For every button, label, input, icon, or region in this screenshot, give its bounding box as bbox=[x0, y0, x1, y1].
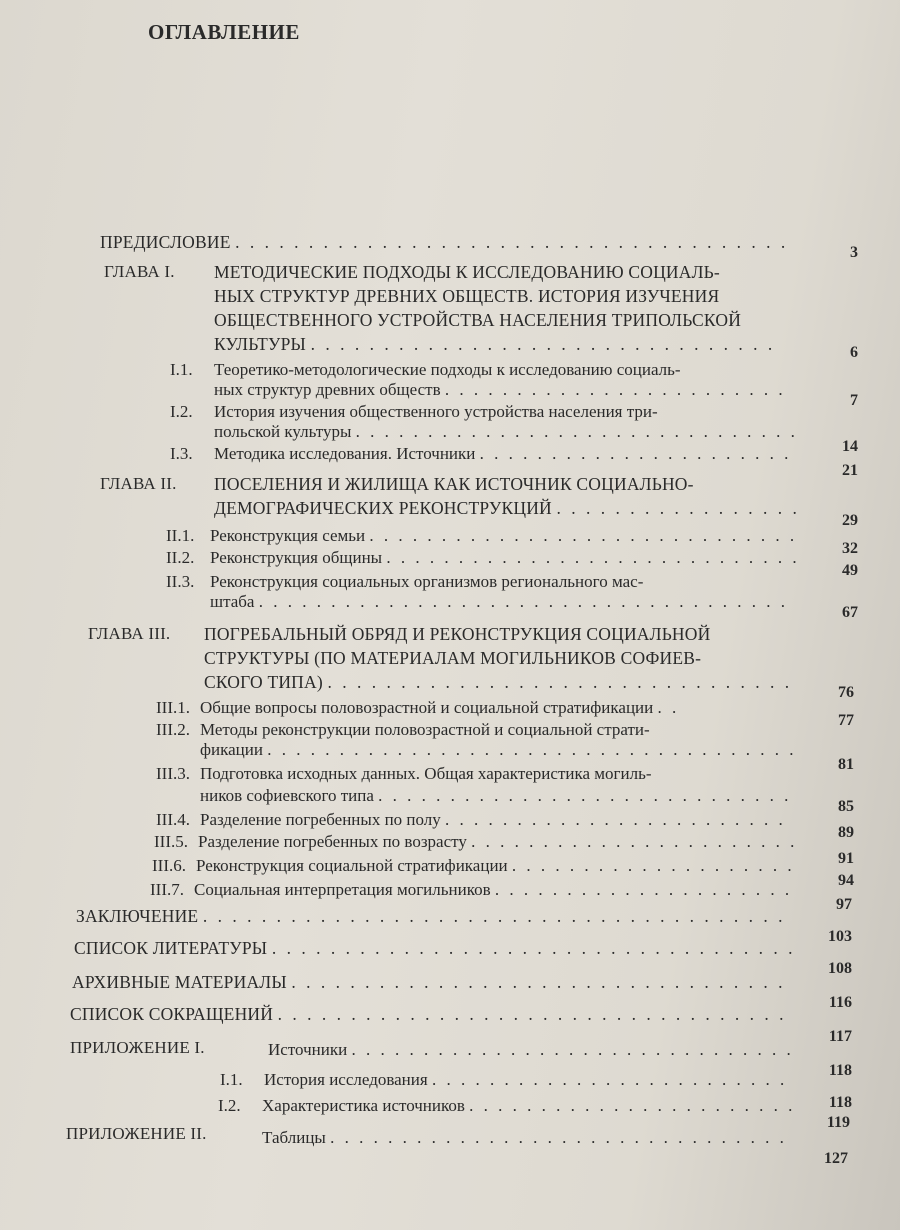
leader-dots: . . . . . . . . . . . . . . . . . . . . . . bbox=[479, 444, 792, 463]
section-title-line: ных структур древних обществ . . . . . . . . . . . . . . . . . . . . . . . . bbox=[214, 380, 786, 399]
leader-dots: . . . . . . . . . . . . . . . . . . . . . . . . . . . . . . . bbox=[355, 422, 798, 441]
page-number: 6 bbox=[850, 344, 858, 361]
leader-dots: . . . . . . . . . . . . . . . . . . . . . . . . . . . . . bbox=[378, 786, 792, 805]
section-title-line: ников софиевского типа . . . . . . . . . . . . . . . . . . . . . . . . . . . . . bbox=[200, 786, 792, 805]
leader-dots: . . . . . . . . . . . . . . . . . . . . . . . . . . . . . . bbox=[369, 526, 798, 545]
page-number: 81 bbox=[838, 756, 854, 773]
toc-entry-archive: АРХИВНЫЕ МАТЕРИАЛЫ . . . . . . . . . . . . . . . . . . . . . . . . . . . . . . . . . . bbox=[72, 972, 786, 992]
leader-dots: . . . . . . . . . . . . . . . . . . . . . . . . . . . . . . . . . . . bbox=[277, 1004, 787, 1024]
leader-dots: . . . . . . . . . . . . . . . . . . . . . . . . . . . . . bbox=[386, 548, 800, 567]
leader-dots: . . . . . . . . . . . . . . . . . . . . . . . . bbox=[445, 810, 786, 829]
toc-entry-conclusion: ЗАКЛЮЧЕНИЕ . . . . . . . . . . . . . . . . . . . . . . . . . . . . . . . . . . . . . . . . bbox=[76, 906, 786, 926]
section-number: I.3. bbox=[170, 444, 193, 463]
section-title-line: Разделение погребенных по полу . . . . . . . . . . . . . . . . . . . . . . . . bbox=[200, 810, 786, 829]
section-number: III.7. bbox=[150, 880, 184, 899]
section-title-line: фикации . . . . . . . . . . . . . . . . . . . . . . . . . . . . . . . . . . . . . bbox=[200, 740, 797, 759]
section-title-line: Общие вопросы половозрастной и социальной стратификации . . bbox=[200, 698, 680, 717]
page-number: 97 bbox=[836, 896, 852, 913]
leader-dots: . . . . . . . . . . . . . . . . . . . . . . . . . . . . . . . bbox=[351, 1040, 794, 1059]
section-title-line: штаба . . . . . . . . . . . . . . . . . . . . . . . . . . . . . . . . . . . . . bbox=[210, 592, 788, 611]
chapter-title-line: СТРУКТУРЫ (ПО МАТЕРИАЛАМ МОГИЛЬНИКОВ СОФИЕВ- bbox=[204, 648, 702, 668]
page-number: 91 bbox=[838, 850, 854, 867]
section-number: II.2. bbox=[166, 548, 195, 567]
leader-dots: . . . . . . . . . . . . . . . . . . . . bbox=[511, 856, 795, 875]
section-number: I.1. bbox=[170, 360, 193, 379]
leader-dots: . . . . . . . . . . . . . . . . . . . . . . . . . . . . . . . . . . . . . bbox=[267, 740, 797, 759]
section-number: III.1. bbox=[156, 698, 190, 717]
section-title-line: Реконструкция семьи . . . . . . . . . . . . . . . . . . . . . . . . . . . . . . bbox=[210, 526, 798, 545]
section-title-line: История изучения общественного устройства населения три- bbox=[214, 402, 658, 421]
section-title-line: Реконструкция социальных организмов регионального мас- bbox=[210, 572, 644, 591]
leader-dots: . . . . . . . . . . . . . . . . . . . . . . . . . . . . . . . . bbox=[330, 1128, 787, 1147]
toc-entry-preface bbox=[100, 232, 788, 252]
page-number: 21 bbox=[842, 462, 858, 479]
leader-dots: . . . . . . . . . . . . . . . . . . . . . . . . . . . . . . . . . . . . . bbox=[258, 592, 788, 611]
page-number: 117 bbox=[828, 1028, 852, 1045]
chapter-label: ГЛАВА III. bbox=[88, 624, 171, 643]
section-number: I.1. bbox=[220, 1070, 243, 1089]
section-number: I.2. bbox=[170, 402, 193, 421]
leader-dots: . . . . . . . . . . . . . . . . . . . . . . . . . . . . . . . . . . . . bbox=[271, 938, 796, 958]
section-title-line: Подготовка исходных данных. Общая характеристика могиль- bbox=[200, 764, 652, 783]
leader-dots: . . . . . . . . . . . . . . . . . . . . . . . . . . . . . . . . . . . . . . bbox=[235, 232, 789, 252]
entry-label: ПРЕДИСЛОВИЕ bbox=[100, 232, 231, 252]
page-number: 119 bbox=[826, 1114, 850, 1131]
section-number: III.6. bbox=[152, 856, 186, 875]
section-title-line: Социальная интерпретация могильников . . . . . . . . . . . . . . . . . . . . . bbox=[194, 880, 793, 899]
page-number: 7 bbox=[850, 392, 858, 409]
section-number: I.2. bbox=[218, 1096, 241, 1115]
page-number: 76 bbox=[838, 684, 854, 701]
page-number: 3 bbox=[850, 244, 858, 261]
leader-dots: . . . . . . . . . . . . . . . . . bbox=[556, 498, 800, 518]
page-number: 118 bbox=[828, 1062, 852, 1079]
chapter-title-line: ДЕМОГРАФИЧЕСКИХ РЕКОНСТРУКЦИЙ . . . . . . . . . . . . . . . . . bbox=[214, 498, 800, 518]
chapter-title-line: МЕТОДИЧЕСКИЕ ПОДХОДЫ К ИССЛЕДОВАНИЮ СОЦИАЛЬ- bbox=[214, 262, 720, 282]
section-number: II.3. bbox=[166, 572, 195, 591]
section-title-line: Теоретико-методологические подходы к исследованию социаль- bbox=[214, 360, 681, 379]
page-number: 116 bbox=[828, 994, 852, 1011]
toc-entry-literature: СПИСОК ЛИТЕРАТУРЫ . . . . . . . . . . . . . . . . . . . . . . . . . . . . . . . . . . . . bbox=[74, 938, 796, 958]
chapter-title-line: НЫХ СТРУКТУР ДРЕВНИХ ОБЩЕСТВ. ИСТОРИЯ ИЗУЧЕНИЯ bbox=[214, 286, 720, 306]
leader-dots: . . bbox=[657, 698, 680, 717]
page-number: 32 bbox=[842, 540, 858, 557]
section-number: III.4. bbox=[156, 810, 190, 829]
leader-dots: . . . . . . . . . . . . . . . . . . . . . . . . bbox=[444, 380, 786, 399]
section-number: II.1. bbox=[166, 526, 195, 545]
page-number: 14 bbox=[842, 438, 858, 455]
section-title-line: Методы реконструкции половозрастной и социальной страти- bbox=[200, 720, 650, 739]
leader-dots: . . . . . . . . . . . . . . . . . . . . . bbox=[494, 880, 793, 899]
page-title: ОГЛАВЛЕНИЕ bbox=[148, 20, 300, 44]
chapter-title-line: СКОГО ТИПА) . . . . . . . . . . . . . . . . . . . . . . . . . . . . . . . . bbox=[204, 672, 793, 692]
appendix-title: Таблицы . . . . . . . . . . . . . . . . . . . . . . . . . . . . . . . . bbox=[262, 1128, 787, 1147]
section-title-line: Методика исследования. Источники . . . . . . . . . . . . . . . . . . . . . . bbox=[214, 444, 792, 463]
section-title-line: Реконструкция социальной стратификации . . . . . . . . . . . . . . . . . . . . bbox=[196, 856, 795, 875]
toc-entry-abbreviations: СПИСОК СОКРАЩЕНИЙ . . . . . . . . . . . . . . . . . . . . . . . . . . . . . . . . . . . bbox=[70, 1004, 787, 1024]
chapter-title-line: ПОСЕЛЕНИЯ И ЖИЛИЩА КАК ИСТОЧНИК СОЦИАЛЬНО- bbox=[214, 474, 694, 494]
page-number: 77 bbox=[838, 712, 854, 729]
leader-dots: . . . . . . . . . . . . . . . . . . . . . . . . . bbox=[431, 1070, 788, 1089]
page-number: 89 bbox=[838, 824, 854, 841]
chapter-label: ГЛАВА II. bbox=[100, 474, 177, 493]
leader-dots: . . . . . . . . . . . . . . . . . . . . . . . bbox=[471, 832, 798, 851]
leader-dots: . . . . . . . . . . . . . . . . . . . . . . . . . . . . . . . . bbox=[327, 672, 793, 692]
page-number: 118 bbox=[828, 1094, 852, 1111]
page-number: 94 bbox=[838, 872, 854, 889]
section-title-line: Разделение погребенных по возрасту . . . . . . . . . . . . . . . . . . . . . . . bbox=[198, 832, 798, 851]
section-title-line: История исследования . . . . . . . . . . . . . . . . . . . . . . . . . bbox=[264, 1070, 788, 1089]
leader-dots: . . . . . . . . . . . . . . . . . . . . . . . . . . . . . . . . bbox=[310, 334, 776, 354]
section-number: III.5. bbox=[154, 832, 188, 851]
appendix-title: Источники . . . . . . . . . . . . . . . . . . . . . . . . . . . . . . . bbox=[268, 1040, 794, 1059]
page-number: 127 bbox=[824, 1150, 848, 1167]
chapter-title-line: КУЛЬТУРЫ . . . . . . . . . . . . . . . . . . . . . . . . . . . . . . . . bbox=[214, 334, 776, 354]
appendix-label: ПРИЛОЖЕНИЕ II. bbox=[66, 1124, 207, 1143]
page-number: 67 bbox=[842, 604, 858, 621]
page-number: 85 bbox=[838, 798, 854, 815]
section-title-line: Реконструкция общины . . . . . . . . . . . . . . . . . . . . . . . . . . . . . bbox=[210, 548, 800, 567]
leader-dots: . . . . . . . . . . . . . . . . . . . . . . . . . . . . . . . . . . . . . . . . bbox=[202, 906, 786, 926]
page-number: 103 bbox=[828, 928, 852, 945]
page-number: 49 bbox=[842, 562, 858, 579]
chapter-label: ГЛАВА I. bbox=[104, 262, 175, 281]
chapter-title-line: ОБЩЕСТВЕННОГО УСТРОЙСТВА НАСЕЛЕНИЯ ТРИПОЛЬСКОЙ bbox=[214, 310, 742, 330]
leader-dots: . . . . . . . . . . . . . . . . . . . . . . . . . . . . . . . . . . bbox=[291, 972, 786, 992]
section-title-line: польской культуры . . . . . . . . . . . . . . . . . . . . . . . . . . . . . . . bbox=[214, 422, 798, 441]
section-title-line: Характеристика источников . . . . . . . . . . . . . . . . . . . . . . . bbox=[262, 1096, 796, 1115]
page-number: 29 bbox=[842, 512, 858, 529]
section-number: III.2. bbox=[156, 720, 190, 739]
appendix-label: ПРИЛОЖЕНИЕ I. bbox=[70, 1038, 205, 1057]
leader-dots: . . . . . . . . . . . . . . . . . . . . . . . bbox=[469, 1096, 796, 1115]
chapter-title-line: ПОГРЕБАЛЬНЫЙ ОБРЯД И РЕКОНСТРУКЦИЯ СОЦИАЛЬНОЙ bbox=[204, 624, 711, 644]
section-number: III.3. bbox=[156, 764, 190, 783]
page-number: 108 bbox=[828, 960, 852, 977]
